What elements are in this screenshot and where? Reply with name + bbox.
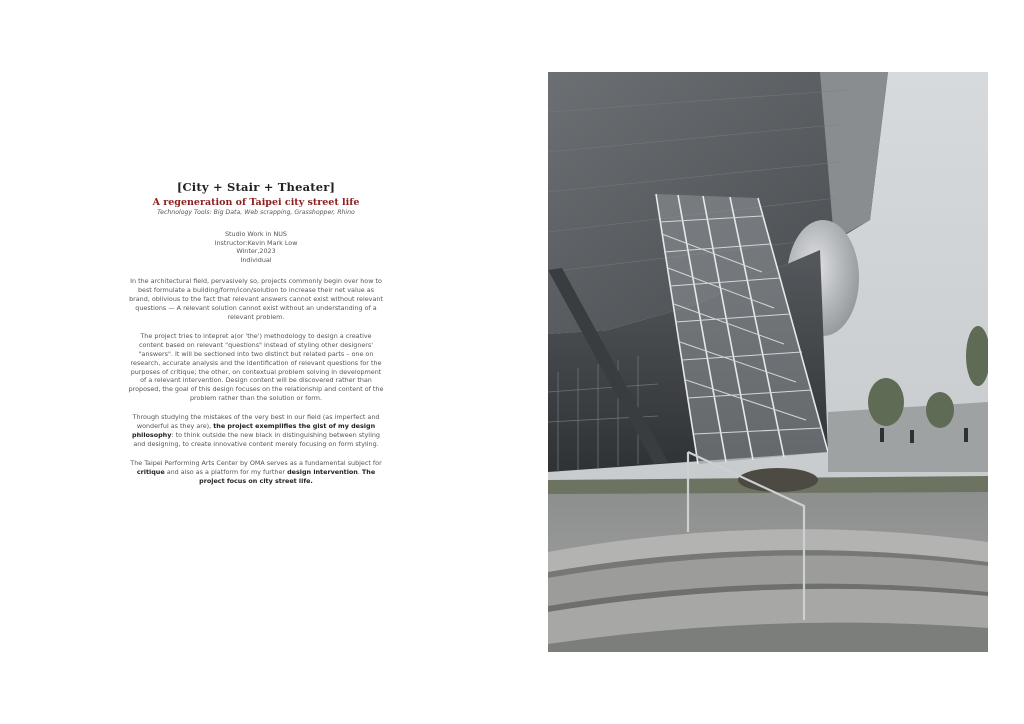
building-render-image: [548, 72, 988, 652]
project-title: [City + Stair + Theater]: [176, 180, 336, 194]
paragraph-4-design-intervention: design intervention: [287, 467, 358, 476]
paragraph-4: [128, 459, 384, 486]
paragraph-4-critique: critique: [136, 467, 165, 476]
description-column: [128, 180, 384, 496]
paragraph-3-emphasis: the project exemplifies the gist of my design philosophy: [132, 422, 376, 439]
instructor-line: Instructor:Kevin Mark Low: [214, 238, 298, 247]
paragraph-4-focus: The project focus on city street life.: [199, 467, 376, 485]
paragraph-3-part-c: : to think outside the new black in distinguishing between styling and designing, to create innovative content merely focusing on form styling.: [133, 430, 380, 448]
project-subtitle: A regeneration of Taipei city street life: [152, 197, 360, 208]
technology-tools: Technology Tools: Big Data, Web scrapping, Grasshopper, Rhino: [157, 209, 355, 216]
paragraph-4-part-e: .: [357, 467, 362, 476]
paragraph-4-part-c: and also as a platform for my further: [164, 467, 288, 476]
paragraph-3: [128, 413, 384, 449]
paragraph-4-part-a: The Taipei Performing Arts Center by OMA serves as a fundamental subject for: [130, 458, 382, 467]
term-line: Winter,2023: [236, 247, 276, 256]
stair-tower-illustration: [548, 72, 988, 652]
paragraph-1: In the architectural field, pervasively so, projects commonly begin over how to best formulate a building/form/icon/solution to increase their net value as brand, oblivious to the fact that relevant answers cannot exist without relevant questions — A relevant solution cannot exist without an understanding of a relevant problem.: [129, 277, 383, 321]
project-meta: [128, 230, 384, 264]
paragraph-3-part-a: Through studying the mistakes of the very best in our field (as imperfect and wonderful as they are),: [132, 413, 380, 431]
studio-line: Studio Work in NUS: [225, 230, 287, 238]
type-line: Individual: [240, 255, 272, 264]
paragraph-2: The project tries to intepret a(or 'the') methodology to design a creative content based on relevant "questions" instead of styling other designers' "answers". It will be sectioned into two distinct but related parts – one on research, accurate analysis and the identification of relevant questions for the purposes of critique; the other, on contextual problem solving in development of a relevant intervention. Design content will be discovered rather than proposed, the goal of this design focuses on the relationship and content of the problem rather than the solution or form.: [128, 331, 384, 403]
steps: [548, 529, 988, 652]
